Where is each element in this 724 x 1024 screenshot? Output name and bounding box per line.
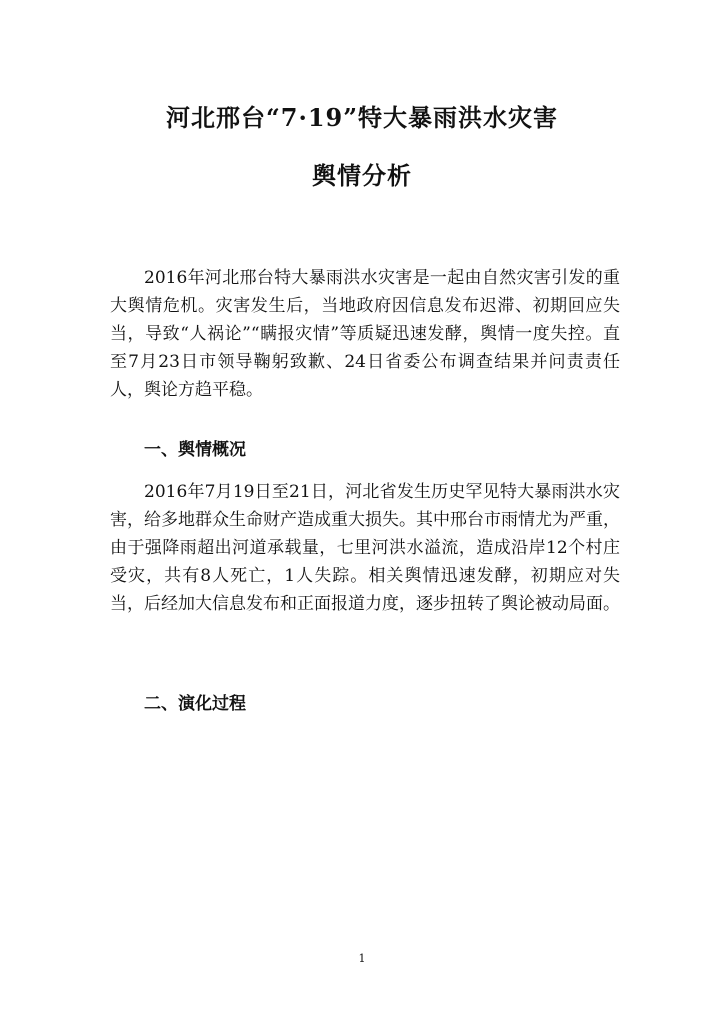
section-1-paragraph: 2016年7月19日至21日，河北省发生历史罕见特大暴雨洪水灾害，给多地群众生命财产造成重大损失。其中邢台市雨情尤为严重，由于强降雨超出河道承载量，七里河洪水溢流，造成沿岸12个村庄受灾，共有8人死亡，1人失踪。相关舆情迅速发酵，初期应对失当，后经加大信息发布和正面报道力度，逐步扭转了舆论被动局面。: [110, 482, 620, 614]
section-2-heading: 二、演化过程: [144, 694, 246, 714]
document-title-line-2: 舆情分析: [312, 161, 412, 190]
section-1-heading: 一、舆情概况: [144, 440, 246, 460]
intro-paragraph: 2016年河北邢台特大暴雨洪水灾害是一起由自然灾害引发的重大舆情危机。灾害发生后，当地政府因信息发布迟滞、初期回应失当，导致“人祸论”“瞒报灾情”等质疑迅速发酵，舆情一度失控。直至7月23日市领导鞠躬致歉、24日省委公布调查结果并问责责任人，舆论方趋平稳。: [110, 268, 620, 400]
page-number: 1: [358, 952, 366, 965]
document-title-line-1: 河北邢台“7·19”特大暴雨洪水灾害: [165, 103, 559, 132]
